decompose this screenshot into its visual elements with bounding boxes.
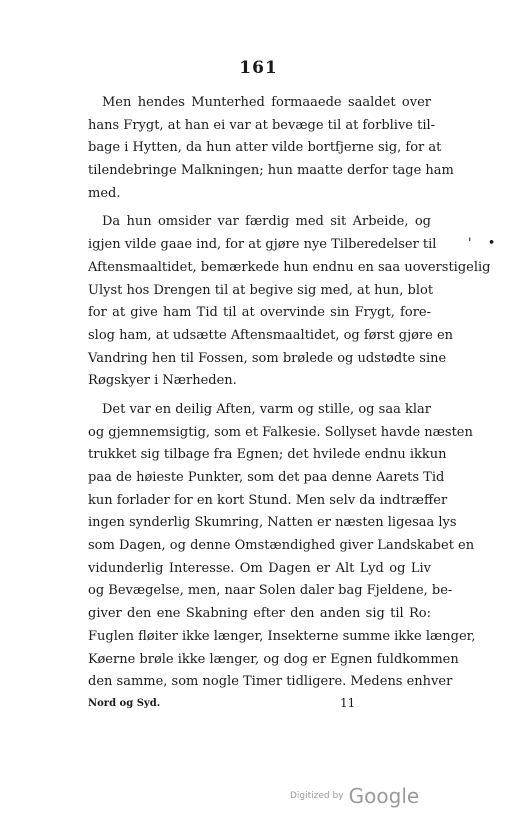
text-line: giver den ene Skabning efter den anden sig til Ro: (88, 606, 431, 622)
text-line: hans Frygt, at han ei var at bevæge til at forblive til- (88, 117, 436, 133)
text-line: tilendebringe Malkningen; hun maatte derfor tage ham (88, 163, 454, 179)
text-line: paa de høieste Punkter, som det paa denne Aarets Tid (88, 470, 445, 485)
text-line: Røgskyer i Nærheden. (88, 373, 237, 389)
text-line: Vandring hen til Fossen, som brølede og udstødte sine (88, 350, 447, 366)
signature-mark: Nord og Syd. (88, 698, 161, 709)
page-footer (88, 698, 431, 718)
text-line: Men hendes Munterhed formaaede saaldet over (102, 95, 431, 110)
text-line: ingen synderlig Skumring, Natten er næsten ligesaa lys (88, 515, 457, 531)
paragraph-3 (88, 399, 476, 694)
page-number: 161 (239, 58, 278, 78)
paragraph-2 (88, 211, 491, 393)
text-line: med. (88, 185, 121, 201)
text-line: Ulyst hos Drengen til at begive sig med, at hun, blot (88, 282, 434, 298)
paragraph-1 (88, 92, 454, 205)
margin-marks: ' • (468, 236, 502, 251)
body-text (88, 92, 491, 694)
digitization-watermark (290, 784, 419, 808)
text-line: Aftensmaaltidet, bemærkede hun endnu en saa uoverstigelig (88, 259, 491, 275)
text-line: Køerne brøle ikke længer, og dog er Egnen fuldkommen (88, 651, 459, 667)
text-line: vidunderlig Interesse. Om Dagen er Alt Lyd og Liv (88, 560, 431, 576)
text-line: Det var en deilig Aften, varm og stille, og saa klar (102, 401, 431, 417)
signature-number: 11 (340, 696, 356, 710)
text-line: som Dagen, og denne Omstændighed giver Landskabet en (88, 538, 475, 554)
text-line: trukket sig tilbage fra Egnen; det hvilede endnu ikkun (88, 447, 447, 463)
watermark-prefix: Digitized by (290, 791, 344, 801)
text-line: Da hun omsider var færdig med sit Arbeide, og (102, 214, 431, 230)
text-line: Fuglen fløiter ikke længer, Insekterne summe ikke længer, (88, 628, 476, 644)
text-line: kun forlader for en kort Stund. Men selv da indtræffer (88, 492, 448, 508)
text-line: igjen vilde gaae ind, for at gjøre nye Tilberedelser til (88, 237, 437, 253)
text-line: slog ham, at udsætte Aftensmaaltidet, og først gjøre en (88, 327, 454, 343)
text-line: for at give ham Tid til at overvinde sin Frygt, fore- (88, 305, 431, 321)
text-line: og Bevægelse, men, naar Solen daler bag Fjeldene, be- (88, 583, 453, 599)
text-line: bage i Hytten, da hun atter vilde bortfjerne sig, for at (88, 140, 442, 156)
text-line: den samme, som nogle Timer tidligere. Medens enhver (88, 674, 453, 690)
google-logo: Google (348, 784, 420, 808)
text-line: og gjemnemsigtig, som et Falkesie. Sollyset havde næsten (88, 424, 473, 440)
